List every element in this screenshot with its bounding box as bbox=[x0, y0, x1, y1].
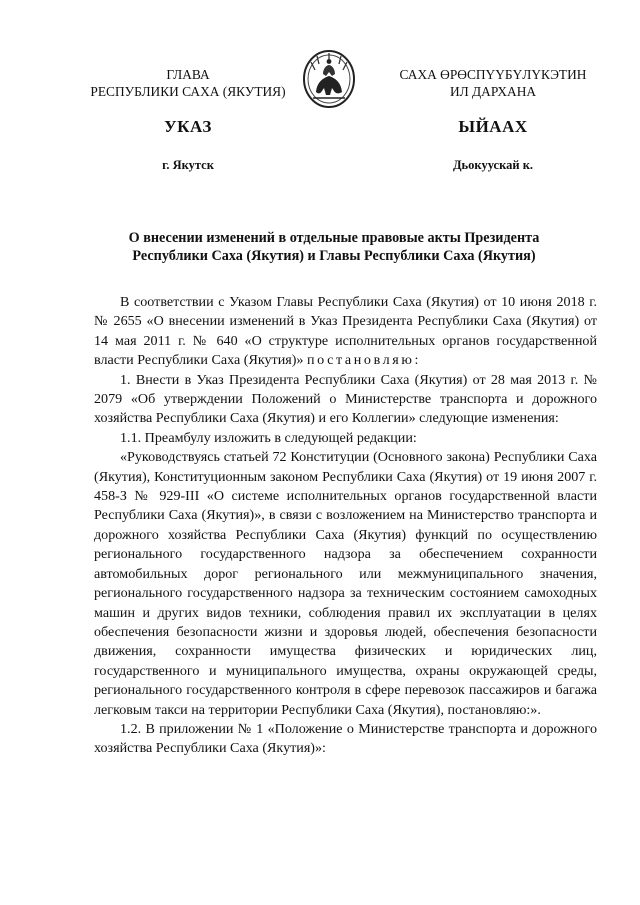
issuer-title-sakha bbox=[388, 66, 598, 100]
doc-type-ru: УКАЗ bbox=[164, 117, 212, 136]
paragraph-item-1: 1. Внести в Указ Президента Республики Саха (Якутия) от 28 мая 2013 г. № 2079 «Об утверждении Положений о Министерстве транспорта и дорожного хозяйства Республики Саха (Якутия) и его Коллегии» следующие изменения: bbox=[94, 371, 597, 427]
title-line-1: О внесении изменений в отдельные правовые акты Президента bbox=[128, 230, 540, 246]
issuer-title-ru bbox=[72, 66, 304, 100]
paragraph-item-1-2: 1.2. В приложении № 1 «Положение о Министерстве транспорта и дорожного хозяйства Республики Саха (Якутия)»: bbox=[94, 720, 597, 757]
resolution-word: постановляю: bbox=[307, 352, 422, 369]
document-body bbox=[94, 293, 597, 759]
coat-of-arms-emblem bbox=[301, 48, 357, 110]
issuer-line-1-sakha: САХА ӨРӨСПҮҮБҮЛҮКЭТИН bbox=[399, 67, 587, 82]
title-line-2: Республики Саха (Якутия) и Главы Республики Саха (Якутия) bbox=[132, 248, 536, 264]
paragraph-preamble bbox=[94, 293, 597, 371]
doc-type-sakha: ЫЙААХ bbox=[458, 117, 528, 136]
document-title bbox=[96, 229, 572, 265]
issuer-line-1: ГЛАВА bbox=[166, 67, 210, 82]
issuer-line-2-sakha: ИЛ ДАРХАНА bbox=[449, 84, 537, 99]
preamble-text: В соответствии с Указом Главы Республики Саха (Якутия) от 10 июня 2018 г. № 2655 «О внесении изменений в Указ Президента Республики Саха (Якутия) от 14 мая 2011 г. № 640 «О структуре исполнительных органов государственной власти Республики Саха (Якутия)» bbox=[94, 294, 597, 369]
city-ru: г. Якутск bbox=[162, 158, 214, 172]
issuer-line-2: РЕСПУБЛИКИ САХА (ЯКУТИЯ) bbox=[90, 84, 286, 99]
paragraph-item-1-1: 1.1. Преамбулу изложить в следующей редакции: bbox=[120, 429, 417, 446]
city-sakha: Дьокуускай к. bbox=[452, 158, 534, 172]
paragraph-quote: «Руководствуясь статьей 72 Конституции (Основного закона) Республики Саха (Якутия), Конституционным законом Республики Саха (Якутия) от 19 июня 2007 г. 458-З № 929-III «О системе исполнительных органов государственной власти Республики Саха (Якутия)», в связи с возложением на Министерство транспорта и дорожного хозяйства Республики Саха (Якутия) функций по осуществлению регионального государственного надзора за обеспечением сохранности автомобильных дорог регионального или межмуниципального значения, регионального государственного надзора за техническим состоянием самоходных машин и других видов техники, соблюдения правил их эксплуатации в целях обеспечения безопасности жизни и здоровья людей, обеспечения безопасности движения, сохранности имущества физических и юридических лиц, государственного и муниципального имущества, охраны окружающей среды, регионального государственного контроля в сфере перевозок пассажиров и багажа легковым такси на территории Республики Саха (Якутия), постановляю:». bbox=[94, 449, 597, 718]
